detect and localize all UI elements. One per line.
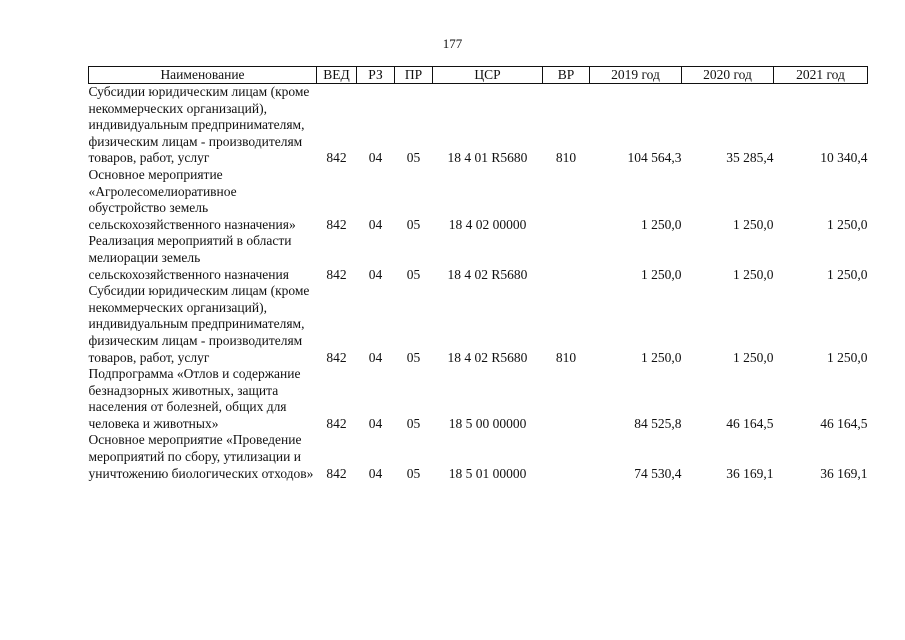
row-2020: 35 285,4: [726, 150, 774, 166]
row-vr: [543, 233, 590, 283]
row-rz: 04: [368, 465, 383, 481]
row-csr: 18 4 02 R5680: [447, 349, 528, 365]
table-header: [89, 67, 868, 84]
budget-table: [88, 66, 868, 482]
row-2021: 36 169,1: [820, 465, 868, 481]
row-name: Субсидии юридическим лицам (кроме некоммерческих организаций), индивидуальным предпринимателям, физическим лицам - производителям товаров, работ, услуг: [88, 283, 310, 365]
row-ved: 842: [326, 465, 347, 481]
table-row: [89, 233, 868, 283]
header-pr: ПР: [395, 67, 433, 84]
row-csr: 18 5 00 00000: [448, 415, 527, 431]
table-row: [89, 432, 868, 482]
row-2020: 46 164,5: [726, 415, 774, 431]
header-2021: 2021 год: [774, 67, 868, 84]
row-name: Основное мероприятие «Агролесомелиоративное обустройство земель сельскохозяйственного назначения»: [88, 166, 296, 232]
header-name: Наименование: [89, 67, 317, 84]
row-rz: 04: [368, 266, 383, 282]
row-2020: 1 250,0: [733, 266, 774, 282]
table-row: [89, 366, 868, 432]
row-2021: 1 250,0: [827, 216, 868, 232]
page-number: 177: [442, 36, 463, 51]
row-csr: 18 5 01 00000: [448, 465, 527, 481]
header-csr: ЦСР: [433, 67, 543, 84]
row-ved: 842: [326, 216, 347, 232]
row-ved: 842: [326, 415, 347, 431]
row-2019: 1 250,0: [641, 349, 682, 365]
row-2019: 84 525,8: [634, 415, 682, 431]
row-vr: [543, 432, 590, 482]
row-name: Реализация мероприятий в области мелиорации земель сельскохозяйственного назначения: [88, 233, 292, 282]
row-csr: 18 4 01 R5680: [447, 150, 528, 166]
row-2020: 36 169,1: [726, 465, 774, 481]
row-2021: 46 164,5: [820, 415, 868, 431]
row-pr: 05: [406, 216, 421, 232]
table-row: [89, 283, 868, 366]
row-vr: 810: [555, 150, 577, 166]
row-rz: 04: [368, 150, 383, 166]
table-row: [89, 167, 868, 233]
row-csr: 18 4 02 00000: [448, 216, 527, 232]
row-2021: 1 250,0: [827, 266, 868, 282]
row-name: Субсидии юридическим лицам (кроме некоммерческих организаций), индивидуальным предпринимателям, физическим лицам - производителям товаров, работ, услуг: [88, 84, 310, 166]
row-2020: 1 250,0: [733, 349, 774, 365]
row-2020: 1 250,0: [733, 216, 774, 232]
row-2019: 1 250,0: [641, 216, 682, 232]
row-name: Основное мероприятие «Проведение мероприятий по сбору, утилизации и уничтожению биологических отходов»: [88, 432, 314, 481]
row-2021: 10 340,4: [820, 150, 868, 166]
row-vr: [543, 167, 590, 233]
header-2019: 2019 год: [590, 67, 682, 84]
row-2019: 104 564,3: [627, 150, 682, 166]
row-vr: 810: [555, 349, 577, 365]
header-vr: ВР: [543, 67, 590, 84]
row-pr: 05: [406, 266, 421, 282]
header-ved: ВЕД: [317, 67, 357, 84]
row-2021: 1 250,0: [827, 349, 868, 365]
row-2019: 1 250,0: [641, 266, 682, 282]
row-2019: 74 530,4: [634, 465, 682, 481]
row-csr: 18 4 02 R5680: [447, 266, 528, 282]
table-body: [89, 84, 868, 483]
header-2020: 2020 год: [682, 67, 774, 84]
row-name: Подпрограмма «Отлов и содержание безнадзорных животных, защита населения от болезней, общих для человека и животных»: [88, 366, 301, 431]
row-pr: 05: [406, 349, 421, 365]
row-ved: 842: [326, 150, 347, 166]
row-pr: 05: [406, 465, 421, 481]
row-pr: 05: [406, 415, 421, 431]
row-rz: 04: [368, 415, 383, 431]
header-rz: РЗ: [357, 67, 395, 84]
table-row: [89, 84, 868, 167]
row-vr: [543, 366, 590, 432]
row-ved: 842: [326, 266, 347, 282]
row-rz: 04: [368, 349, 383, 365]
row-pr: 05: [406, 150, 421, 166]
row-rz: 04: [368, 216, 383, 232]
row-ved: 842: [326, 349, 347, 365]
